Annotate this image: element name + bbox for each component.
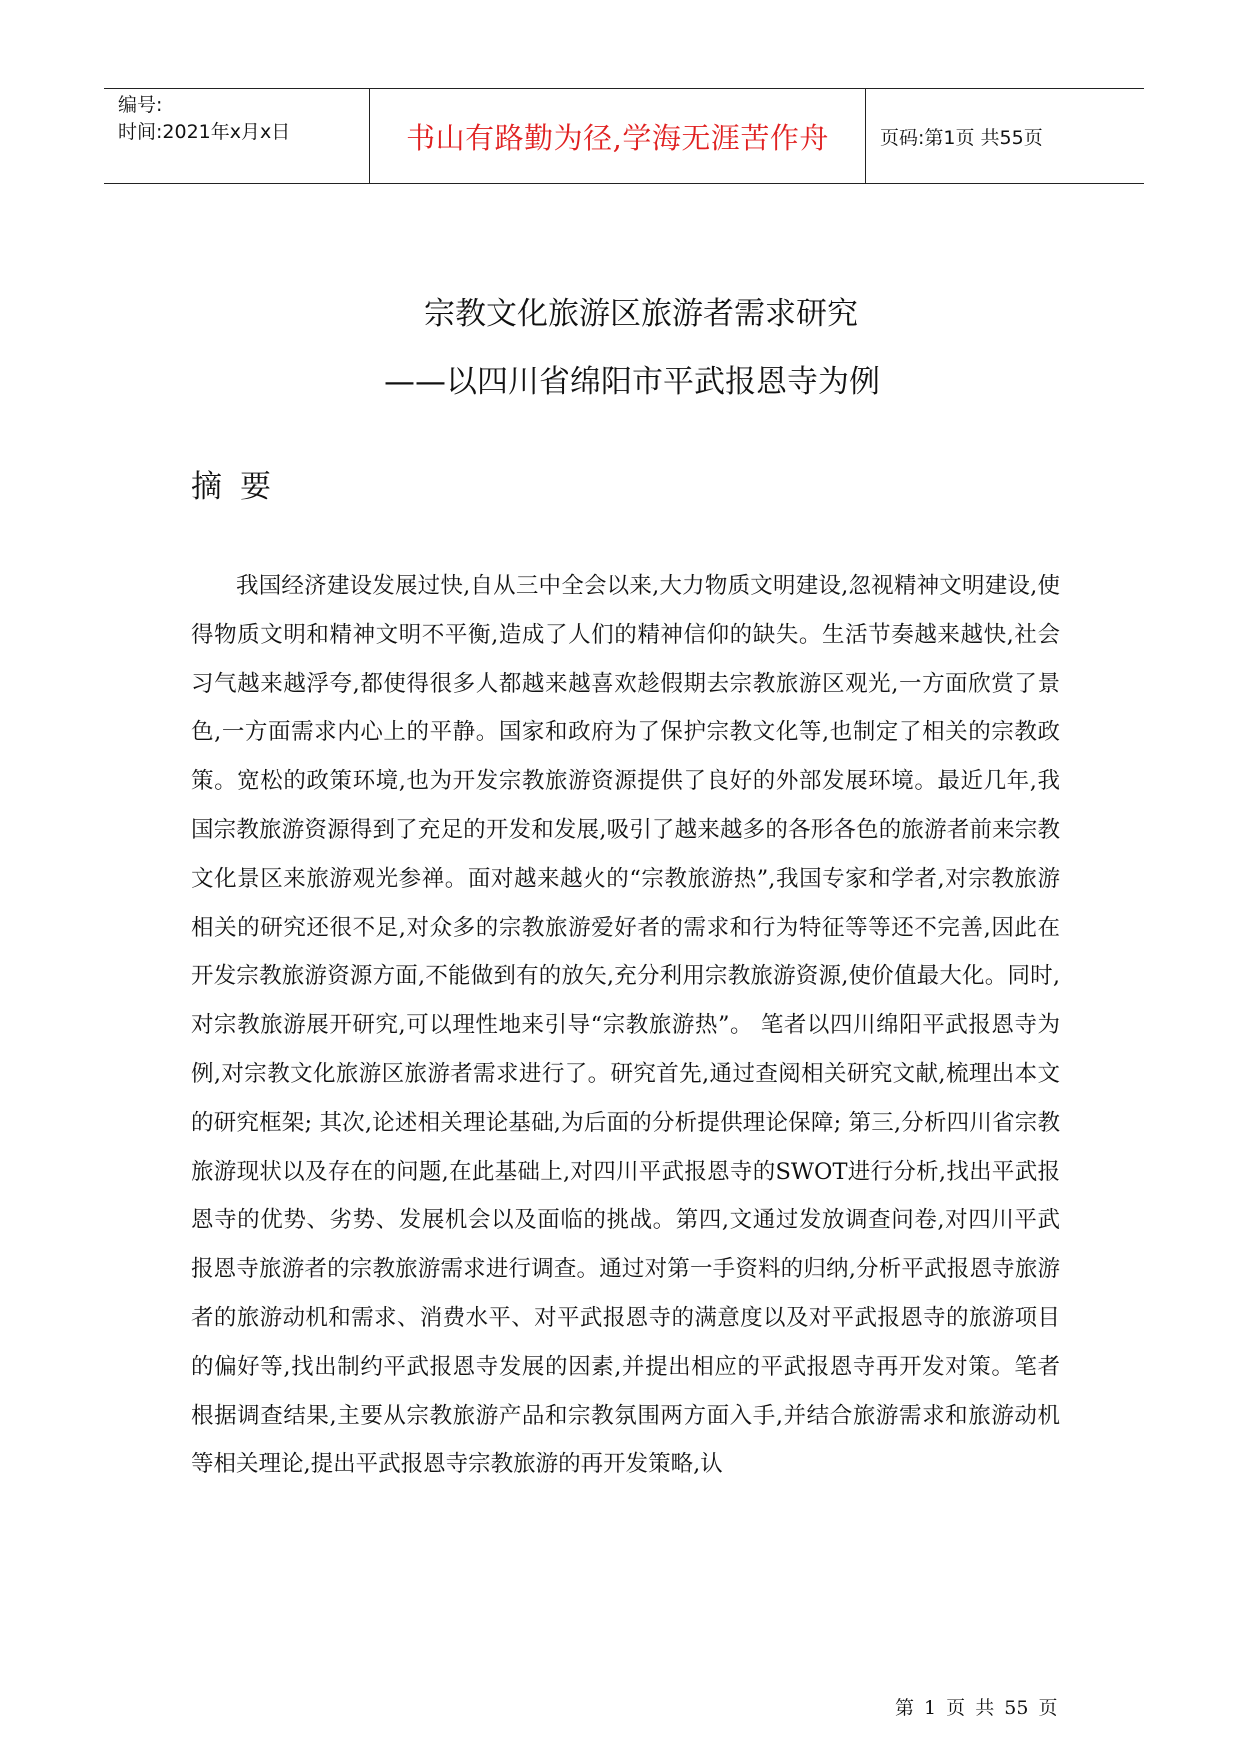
page-footer: 第 1 页 共 55 页 (895, 1697, 1058, 1719)
document-header (104, 88, 1144, 184)
abstract-body: 我国经济建设发展过快,自从三中全会以来,大力物质文明建设,忽视精神文明建设,使得物质文明和精神文明不平衡,造成了人们的精神信仰的缺失。生活节奏越来越快,社会习气越来越浮夸,都使得很多人都越来越喜欢趁假期去宗教旅游区观光,一方面欣赏了景色,一方面需求内心上的平静。国家和政府为了保护宗教文化等,也制定了相关的宗教政策。宽松的政策环境,也为开发宗教旅游资源提供了良好的外部发展环境。最近几年,我国宗教旅游资源得到了充足的开发和发展,吸引了越来越多的各形各色的旅游者前来宗教文化景区来旅游观光参禅。面对越来越火的“宗教旅游热”,我国专家和学者,对宗教旅游相关的研究还很不足,对众多的宗教旅游爱好者的需求和行为特征等等还不完善,因此在开发宗教旅游资源方面,不能做到有的放矢,充分利用宗教旅游资源,使价值最大化。同时,对宗教旅游展开研究,可以理性地来引导“宗教旅游热”。 笔者以四川绵阳平武报恩寺为例,对宗教文化旅游区旅游者需求进行了。研究首先,通过查阅相关研究文献,梳理出本文的研究框架; 其次,论述相关理论基础,为后面的分析提供理论保障; 第三,分析四川省宗教旅游现状以及存在的问题,在此基础上,对四川平武报恩寺的SWOT进行分析,找出平武报恩寺的优势、劣势、发展机会以及面临的挑战。第四,文通过发放调查问卷,对四川平武报恩寺旅游者的宗教旅游需求进行调查。通过对第一手资料的归纳,分析平武报恩寺旅游者的旅游动机和需求、消费水平、对平武报恩寺的满意度以及对平武报恩寺的旅游项目的偏好等,找出制约平武报恩寺发展的因素,并提出相应的平武报恩寺再开发对策。笔者根据调查结果,主要从宗教旅游产品和宗教氛围两方面入手,并结合旅游需求和旅游动机等相关理论,提出平武报恩寺宗教旅游的再开发策略,认 (191, 573, 1060, 1478)
header-meta-cell (104, 89, 370, 183)
abstract-heading: 摘要 (191, 469, 289, 505)
document-subtitle: ——以四川省绵阳市平武报恩寺为例 (384, 364, 880, 400)
header-motto-cell (370, 89, 866, 183)
header-page-code: 页码:第1页 共55页 (880, 126, 1043, 149)
header-page-cell (866, 89, 1144, 183)
header-motto: 书山有路勤为径,学海无涯苦作舟 (406, 120, 829, 155)
document-time-label: 时间:2021年x月x日 (118, 121, 291, 143)
document-title: 宗教文化旅游区旅游者需求研究 (424, 296, 858, 332)
document-number-label: 编号: (118, 94, 163, 116)
